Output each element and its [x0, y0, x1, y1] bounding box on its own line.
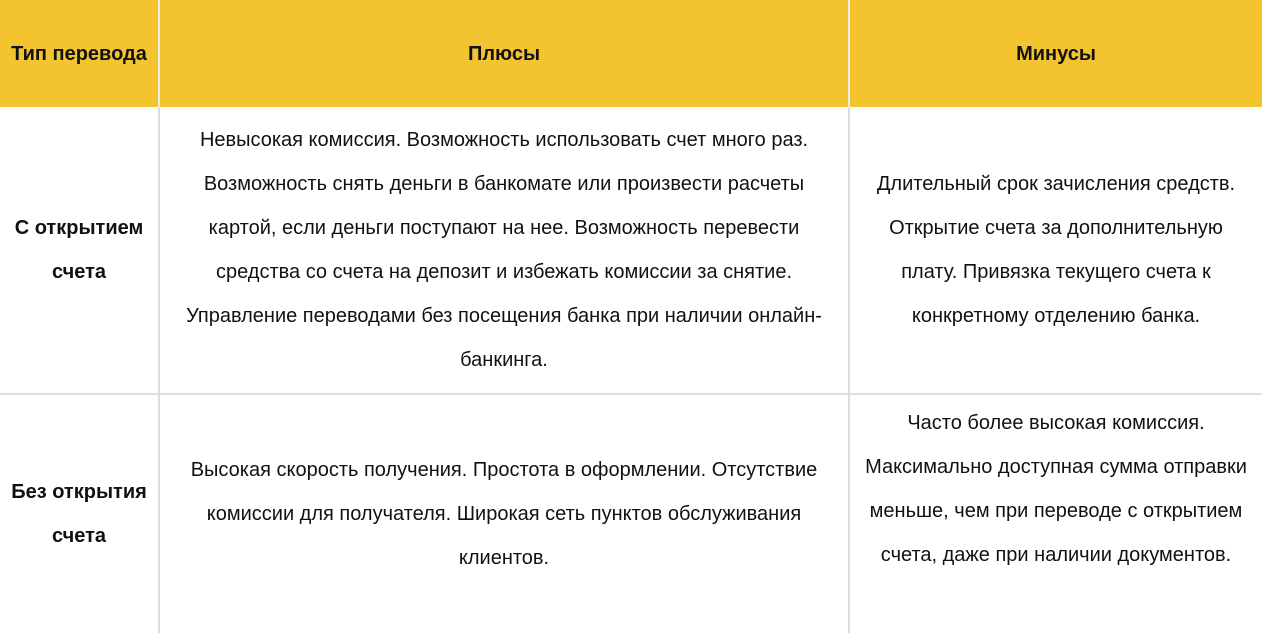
- pros-text: Высокая скорость получения. Простота в оформлении. Отсутствие комиссии для получателя. Широкая сеть пунктов обслуживания клиентов.: [190, 459, 818, 569]
- transfer-type-label: С открытием счета: [14, 217, 144, 283]
- cons-text: Часто более высокая комиссия. Максимально доступная сумма отправки меньше, чем при переводе с открытием счета, даже при наличии документов.: [865, 412, 1247, 566]
- header-cons-label: Минусы: [1016, 42, 1096, 65]
- cell-pros: [159, 107, 849, 394]
- header-pros: [159, 0, 849, 107]
- cell-transfer-type: [0, 394, 159, 633]
- table-row: [0, 394, 1262, 633]
- cell-pros: [159, 394, 849, 633]
- table-row: [0, 107, 1262, 394]
- header-cons: [849, 0, 1262, 107]
- cell-cons: [849, 394, 1262, 633]
- cons-text: Длительный срок зачисления средств. Открытие счета за дополнительную плату. Привязка текущего счета к конкретному отделению банка.: [876, 173, 1236, 327]
- cell-transfer-type: [0, 107, 159, 394]
- header-transfer-type: [0, 0, 159, 107]
- transfer-type-label: Без открытия счета: [11, 481, 147, 547]
- table-header-row: [0, 0, 1262, 107]
- header-transfer-type-label: Тип перевода: [11, 42, 147, 65]
- cell-cons: [849, 107, 1262, 394]
- header-pros-label: Плюсы: [467, 42, 541, 65]
- pros-text: Невысокая комиссия. Возможность использовать счет много раз. Возможность снять деньги в банкомате или произвести расчеты картой, если деньги поступают на нее. Возможность перевести средства со счета на депозит и избежать комиссии за снятие. Управление переводами без посещения банка при наличии онлайн-банкинга.: [186, 129, 822, 371]
